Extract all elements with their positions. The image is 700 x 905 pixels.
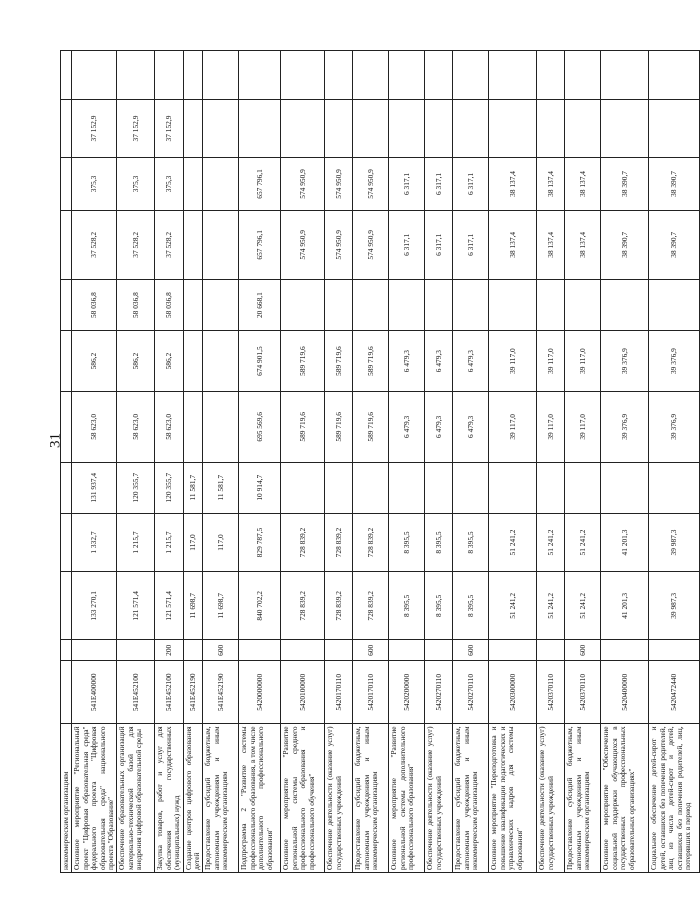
amount-cell: 39 117,0 <box>565 331 601 392</box>
amount-cell: 117,0 <box>203 513 239 571</box>
amount-cell <box>203 392 239 463</box>
amount-cell: 8 395,5 <box>425 572 453 640</box>
row-name-cell: Обеспечение деятельности (оказание услуг) государственных учреждений <box>325 724 353 873</box>
row-name-cell: Закупка товаров, работ и услуг для обеспечения государственных (муниципальных) нужд <box>155 724 183 873</box>
amount-cell <box>425 51 453 100</box>
amount-cell: 37 528,2 <box>117 210 155 279</box>
amount-cell <box>61 210 72 279</box>
amount-cell <box>61 392 72 463</box>
amount-cell: 38 137,4 <box>537 158 565 210</box>
amount-cell: 38 137,4 <box>565 210 601 279</box>
target-article-cell <box>61 661 72 724</box>
amount-cell: 58 036,8 <box>117 280 155 331</box>
amount-cell: 728 839,2 <box>325 572 353 640</box>
amount-cell <box>183 210 203 279</box>
amount-cell: 120 355,7 <box>117 462 155 513</box>
amount-cell <box>281 51 325 100</box>
row-name-cell: Обеспечение образовательных организаций материально-технической базой для внедрения цифровой образовательной среды <box>117 724 155 873</box>
row-name-cell: Обеспечение деятельности (оказание услуг) государственных учреждений <box>425 724 453 873</box>
amount-cell: 657 796,1 <box>239 158 281 210</box>
expense-group-cell <box>325 640 353 661</box>
amount-cell: 589 719,6 <box>281 331 325 392</box>
amount-cell <box>61 51 72 100</box>
table-row <box>117 51 155 873</box>
amount-cell <box>565 99 601 157</box>
amount-cell: 51 241,2 <box>537 572 565 640</box>
amount-cell: 6 479,3 <box>453 331 489 392</box>
amount-cell: 375,3 <box>72 158 117 210</box>
amount-cell <box>325 51 353 100</box>
amount-cell: 1 215,7 <box>155 513 183 571</box>
amount-cell <box>281 280 325 331</box>
row-name-cell: Социальное обеспечение детей-сирот и детей, оставшихся без попечения родителей, лиц из числа детей-сирот и детей, оставшихся без попечения родителей, лиц, потерявших в период <box>649 724 700 873</box>
expense-group-cell <box>117 640 155 661</box>
amount-cell <box>353 280 389 331</box>
amount-cell <box>489 51 537 100</box>
table-row <box>389 51 425 873</box>
amount-cell: 6 317,1 <box>425 158 453 210</box>
amount-cell <box>489 99 537 157</box>
row-name-cell: Основное мероприятие "Развитие региональной системы среднего профессионального образования и профессионального обучения" <box>281 724 325 873</box>
amount-cell: 574 950,9 <box>325 158 353 210</box>
amount-cell <box>61 513 72 571</box>
amount-cell: 39 987,3 <box>649 572 700 640</box>
page-number: 31 <box>47 433 64 448</box>
row-name-cell: Основное мероприятие "Обеспечение социальной поддержки обучающихся в государственных профессиональных образовательных организациях" <box>601 724 649 873</box>
amount-cell <box>61 280 72 331</box>
expense-group-cell <box>281 640 325 661</box>
amount-cell: 589 719,6 <box>325 392 353 463</box>
expense-group-cell: 200 <box>155 640 183 661</box>
amount-cell: 589 719,6 <box>353 331 389 392</box>
table-row <box>203 51 239 873</box>
amount-cell: 589 719,6 <box>353 392 389 463</box>
amount-cell: 51 241,2 <box>565 513 601 571</box>
amount-cell <box>61 158 72 210</box>
amount-cell: 38 137,4 <box>489 210 537 279</box>
amount-cell: 11 581,7 <box>183 462 203 513</box>
amount-cell <box>117 51 155 100</box>
amount-cell: 39 117,0 <box>565 392 601 463</box>
amount-cell <box>537 280 565 331</box>
target-article-cell: 5420270110 <box>453 661 489 724</box>
amount-cell: 39 117,0 <box>489 392 537 463</box>
table-body <box>61 51 700 873</box>
amount-cell: 121 571,4 <box>117 572 155 640</box>
amount-cell: 51 241,2 <box>489 572 537 640</box>
amount-cell <box>183 392 203 463</box>
table-row <box>72 51 117 873</box>
amount-cell: 38 137,4 <box>537 210 565 279</box>
amount-cell <box>203 331 239 392</box>
amount-cell: 58 036,8 <box>155 280 183 331</box>
amount-cell: 58 623,0 <box>117 392 155 463</box>
amount-cell: 1 215,7 <box>117 513 155 571</box>
amount-cell: 574 950,9 <box>325 210 353 279</box>
amount-cell: 38 137,4 <box>565 158 601 210</box>
amount-cell: 133 270,1 <box>72 572 117 640</box>
amount-cell: 11 698,7 <box>203 572 239 640</box>
amount-cell <box>325 99 353 157</box>
amount-cell: 51 241,2 <box>489 513 537 571</box>
amount-cell <box>353 462 389 513</box>
table-row <box>155 51 183 873</box>
target-article-cell: 5420270110 <box>425 661 453 724</box>
amount-cell <box>325 280 353 331</box>
table-row <box>489 51 537 873</box>
amount-cell: 39 117,0 <box>537 331 565 392</box>
table-row <box>61 51 72 873</box>
row-name-cell: Предоставление субсидий бюджетным, автономным учреждениям и иным некоммерческим организациям <box>453 724 489 873</box>
amount-cell <box>61 331 72 392</box>
amount-cell: 117,0 <box>183 513 203 571</box>
table-row <box>565 51 601 873</box>
target-article-cell: 5420472440 <box>649 661 700 724</box>
amount-cell: 586,2 <box>117 331 155 392</box>
expense-group-cell <box>425 640 453 661</box>
amount-cell: 20 668,1 <box>239 280 281 331</box>
target-article-cell: 5420370110 <box>537 661 565 724</box>
amount-cell: 41 201,3 <box>601 572 649 640</box>
row-name-cell: некоммерческим организациям <box>61 724 72 873</box>
amount-cell <box>183 51 203 100</box>
amount-cell: 589 719,6 <box>281 392 325 463</box>
amount-cell <box>203 51 239 100</box>
amount-cell: 51 241,2 <box>565 572 601 640</box>
amount-cell <box>537 99 565 157</box>
amount-cell: 37 152,9 <box>117 99 155 157</box>
amount-cell: 6 317,1 <box>453 158 489 210</box>
amount-cell <box>155 51 183 100</box>
amount-cell <box>649 280 700 331</box>
table-row <box>281 51 325 873</box>
amount-cell: 829 787,5 <box>239 513 281 571</box>
expense-group-cell <box>183 640 203 661</box>
table-row <box>183 51 203 873</box>
amount-cell: 39 376,9 <box>649 392 700 463</box>
row-name-cell: Предоставление субсидий бюджетным, автономным учреждениям и иным некоммерческим организациям <box>203 724 239 873</box>
amount-cell: 589 719,6 <box>325 331 353 392</box>
amount-cell: 695 569,6 <box>239 392 281 463</box>
amount-cell <box>565 51 601 100</box>
amount-cell: 6 317,1 <box>453 210 489 279</box>
amount-cell: 37 152,9 <box>155 99 183 157</box>
amount-cell <box>453 51 489 100</box>
amount-cell <box>203 158 239 210</box>
expense-group-cell <box>61 640 72 661</box>
amount-cell: 1 332,7 <box>72 513 117 571</box>
budget-table-container <box>60 50 693 873</box>
amount-cell: 674 901,5 <box>239 331 281 392</box>
amount-cell: 728 839,2 <box>353 572 389 640</box>
amount-cell: 121 571,4 <box>155 572 183 640</box>
amount-cell <box>489 462 537 513</box>
amount-cell: 37 528,2 <box>72 210 117 279</box>
amount-cell: 8 395,5 <box>453 513 489 571</box>
expense-group-cell: 600 <box>565 640 601 661</box>
target-article-cell: 5420170110 <box>353 661 389 724</box>
amount-cell: 840 702,2 <box>239 572 281 640</box>
amount-cell <box>389 280 425 331</box>
amount-cell: 8 395,5 <box>425 513 453 571</box>
amount-cell: 6 479,3 <box>389 392 425 463</box>
expense-group-cell: 600 <box>203 640 239 661</box>
amount-cell: 6 479,3 <box>425 392 453 463</box>
amount-cell: 728 839,2 <box>353 513 389 571</box>
target-article-cell: 541E452190 <box>203 661 239 724</box>
amount-cell <box>601 99 649 157</box>
amount-cell: 37 152,9 <box>72 99 117 157</box>
expense-group-cell <box>649 640 700 661</box>
amount-cell <box>389 462 425 513</box>
amount-cell: 39 376,9 <box>649 331 700 392</box>
target-article-cell: 541E452100 <box>155 661 183 724</box>
amount-cell: 6 479,3 <box>453 392 489 463</box>
amount-cell: 120 355,7 <box>155 462 183 513</box>
amount-cell: 574 950,9 <box>281 158 325 210</box>
amount-cell <box>565 462 601 513</box>
table-row <box>425 51 453 873</box>
amount-cell: 8 395,5 <box>389 513 425 571</box>
amount-cell <box>649 51 700 100</box>
amount-cell <box>239 51 281 100</box>
amount-cell: 375,3 <box>117 158 155 210</box>
amount-cell <box>353 51 389 100</box>
amount-cell <box>281 99 325 157</box>
amount-cell: 8 395,5 <box>453 572 489 640</box>
amount-cell <box>281 462 325 513</box>
amount-cell <box>649 99 700 157</box>
amount-cell <box>425 462 453 513</box>
amount-cell: 131 937,4 <box>72 462 117 513</box>
amount-cell: 728 839,2 <box>281 572 325 640</box>
amount-cell: 58 036,8 <box>72 280 117 331</box>
target-article-cell: 541E452190 <box>183 661 203 724</box>
amount-cell: 6 317,1 <box>389 210 425 279</box>
amount-cell: 38 137,4 <box>489 158 537 210</box>
amount-cell: 574 950,9 <box>281 210 325 279</box>
amount-cell <box>61 99 72 157</box>
target-article-cell: 5420100000 <box>281 661 325 724</box>
table-row <box>239 51 281 873</box>
expense-group-cell: 600 <box>353 640 389 661</box>
amount-cell <box>203 280 239 331</box>
amount-cell: 38 390,7 <box>649 210 700 279</box>
amount-cell: 38 390,7 <box>649 158 700 210</box>
amount-cell: 39 117,0 <box>537 392 565 463</box>
expense-group-cell <box>537 640 565 661</box>
row-name-cell: Предоставление субсидий бюджетным, автономным учреждениям и иным некоммерческим организациям <box>565 724 601 873</box>
target-article-cell: 5420300000 <box>489 661 537 724</box>
amount-cell: 728 839,2 <box>325 513 353 571</box>
amount-cell: 8 395,5 <box>389 572 425 640</box>
row-name-cell: Основное мероприятие "Переподготовка и повышение квалификации педагогических и управленческих кадров для системы образования" <box>489 724 537 873</box>
amount-cell: 574 950,9 <box>353 158 389 210</box>
table-row <box>353 51 389 873</box>
target-article-cell: 5420370110 <box>565 661 601 724</box>
amount-cell <box>203 99 239 157</box>
amount-cell <box>389 51 425 100</box>
amount-cell <box>325 462 353 513</box>
row-name-cell: Подпрограмма 2 "Развитие системы профессионального образования, в том числе дополнительного профессионального образования" <box>239 724 281 873</box>
amount-cell <box>565 280 601 331</box>
amount-cell: 11 581,7 <box>203 462 239 513</box>
amount-cell <box>183 331 203 392</box>
table-row <box>325 51 353 873</box>
amount-cell: 51 241,2 <box>537 513 565 571</box>
amount-cell: 586,2 <box>72 331 117 392</box>
amount-cell: 38 390,7 <box>601 158 649 210</box>
amount-cell <box>649 462 700 513</box>
amount-cell <box>203 210 239 279</box>
target-article-cell: 541E400000 <box>72 661 117 724</box>
amount-cell <box>61 462 72 513</box>
row-name-cell: Предоставление субсидий бюджетным, автономным учреждениям и иным некоммерческим организациям <box>353 724 389 873</box>
amount-cell: 728 839,2 <box>281 513 325 571</box>
expense-group-cell <box>239 640 281 661</box>
amount-cell <box>183 280 203 331</box>
amount-cell: 58 623,0 <box>155 392 183 463</box>
amount-cell: 375,3 <box>155 158 183 210</box>
row-name-cell: Основное мероприятие "Развитие региональной системы дополнительного профессионального образования" <box>389 724 425 873</box>
amount-cell: 39 117,0 <box>489 331 537 392</box>
amount-cell: 39 987,3 <box>649 513 700 571</box>
amount-cell: 37 528,2 <box>155 210 183 279</box>
amount-cell <box>72 51 117 100</box>
expense-group-cell: 600 <box>453 640 489 661</box>
amount-cell <box>453 280 489 331</box>
amount-cell: 6 479,3 <box>389 331 425 392</box>
amount-cell <box>183 158 203 210</box>
amount-cell: 38 390,7 <box>601 210 649 279</box>
table-row <box>537 51 565 873</box>
amount-cell <box>353 99 389 157</box>
amount-cell: 11 698,7 <box>183 572 203 640</box>
amount-cell <box>601 462 649 513</box>
table-row <box>601 51 649 873</box>
target-article-cell: 5420400000 <box>601 661 649 724</box>
amount-cell: 39 376,9 <box>601 392 649 463</box>
amount-cell: 574 950,9 <box>353 210 389 279</box>
target-article-cell: 541E452100 <box>117 661 155 724</box>
expense-group-cell <box>389 640 425 661</box>
amount-cell <box>453 99 489 157</box>
amount-cell <box>425 280 453 331</box>
amount-cell <box>453 462 489 513</box>
amount-cell: 6 479,3 <box>425 331 453 392</box>
row-name-cell: Создание центров цифрового образования детей <box>183 724 203 873</box>
amount-cell: 41 201,3 <box>601 513 649 571</box>
amount-cell: 58 623,0 <box>72 392 117 463</box>
amount-cell <box>601 280 649 331</box>
amount-cell: 657 796,1 <box>239 210 281 279</box>
row-name-cell: Обеспечение деятельности (оказание услуг) государственных учреждений <box>537 724 565 873</box>
amount-cell: 10 914,7 <box>239 462 281 513</box>
target-article-cell: 5420000000 <box>239 661 281 724</box>
amount-cell: 6 317,1 <box>425 210 453 279</box>
amount-cell <box>61 572 72 640</box>
target-article-cell: 5420170110 <box>325 661 353 724</box>
amount-cell <box>389 99 425 157</box>
expense-group-cell <box>72 640 117 661</box>
expense-group-cell <box>489 640 537 661</box>
amount-cell <box>489 280 537 331</box>
expense-group-cell <box>601 640 649 661</box>
amount-cell <box>537 462 565 513</box>
amount-cell <box>537 51 565 100</box>
amount-cell: 39 376,9 <box>601 331 649 392</box>
amount-cell <box>601 51 649 100</box>
amount-cell <box>183 99 203 157</box>
amount-cell <box>239 99 281 157</box>
amount-cell <box>425 99 453 157</box>
amount-cell: 6 317,1 <box>389 158 425 210</box>
table-row <box>649 51 700 873</box>
target-article-cell: 5420200000 <box>389 661 425 724</box>
budget-table <box>60 50 700 873</box>
table-row <box>453 51 489 873</box>
amount-cell: 586,2 <box>155 331 183 392</box>
row-name-cell: Основное мероприятие "Региональный проект "Цифровая образовательная среда" федерального проекта "Цифровая образовательная среда" национального проекта "Образование" <box>72 724 117 873</box>
